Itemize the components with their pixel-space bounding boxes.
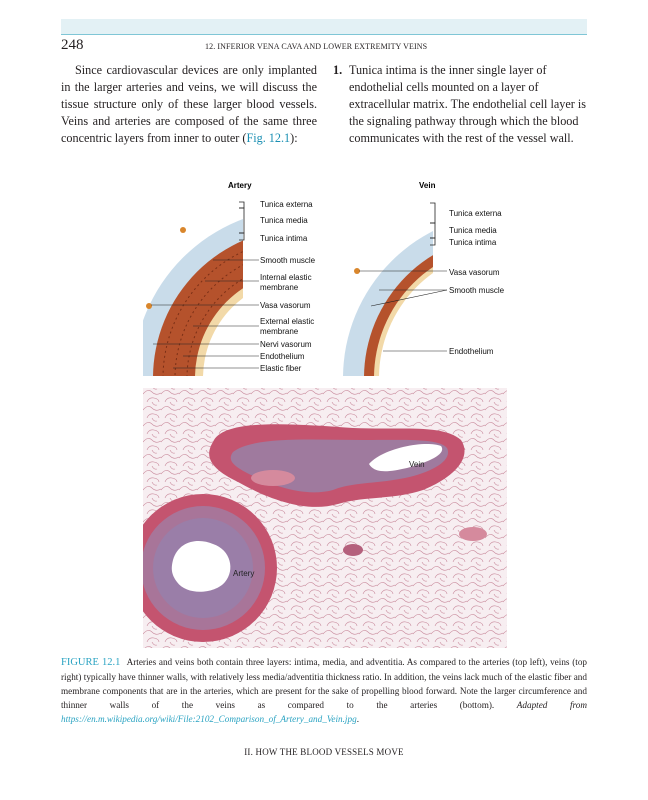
artery-label-membrane-2: membrane — [260, 327, 299, 336]
figure-12-1 — [143, 178, 507, 653]
artery-label-internal-elastic: Internal elastic — [260, 273, 312, 282]
list-item-text: Tunica intima is the inner single layer of endothelial cells mounted on a layer of extracellular matrix. The endothelial cell layer is the signaling pathway through which the blood communicates with the rest of the vessel wall. — [349, 63, 586, 145]
body-right-column — [333, 62, 587, 147]
caption-source-link[interactable]: https://en.m.wikipedia.org/wiki/File:2102_Comparison_of_Artery_and_Vein.jpg — [61, 714, 357, 724]
figure-reference-link[interactable]: Fig. 12.1 — [246, 131, 291, 145]
figure-label: FIGURE 12.1 — [61, 657, 121, 668]
vein-label-vasa-vasorum: Vasa vasorum — [449, 268, 500, 277]
vein-label-tunica-media: Tunica media — [449, 226, 497, 235]
artery-label-tunica-externa: Tunica externa — [260, 200, 313, 209]
page-footer: II. HOW THE BLOOD VESSELS MOVE — [244, 747, 404, 757]
page-number: 248 — [61, 37, 84, 53]
body-paragraph: Since cardiovascular devices are only implanted in the larger arteries and veins, we will discuss the tissue structure only of these larger blood vessels. Veins and arteries are composed of the same three concentric layers from inner to outer ( — [61, 63, 317, 145]
vein-label-endothelium: Endothelium — [449, 347, 494, 356]
header-band — [61, 19, 587, 34]
artery-label-external-elastic: External elastic — [260, 317, 315, 326]
vein-diagram-title: Vein — [419, 181, 436, 190]
caption-end: . — [356, 714, 359, 724]
list-item-number: 1. — [333, 63, 343, 77]
micrograph-image — [143, 388, 507, 648]
artery-vasa-vasorum-dot — [180, 227, 186, 233]
vein-label-tunica-intima: Tunica intima — [449, 238, 497, 247]
artery-label-vasa-vasorum: Vasa vasorum — [260, 301, 311, 310]
micrograph-label-artery: Artery — [233, 569, 255, 578]
caption-adapted-from: Adapted from — [516, 700, 587, 710]
body-left-column — [61, 62, 317, 147]
artery-diagram-title: Artery — [228, 181, 252, 190]
caption-text: Arteries and veins both contain three layers: intima, media, and adventitia. As compared to the arteries (top left), veins (top right) typically have thinner walls, with relatively less media/adventitia thickness ratio. In addition, the veins lack much of the elastic fiber and membrane components that are in the arteries, which are present for the sake of propelling blood forward. Note the larger circumference and thinner walls of the veins as compared to the arteries (bottom). — [61, 657, 588, 710]
header-rule — [61, 34, 587, 35]
artery-vasa-vasorum-dot — [146, 303, 152, 309]
vein-label-smooth-muscle: Smooth muscle — [449, 286, 505, 295]
running-head: 12. INFERIOR VENA CAVA AND LOWER EXTREMITY VEINS — [205, 42, 428, 51]
vein-label-tunica-externa: Tunica externa — [449, 209, 502, 218]
artery-label-tunica-intima: Tunica intima — [260, 234, 308, 243]
figure-caption — [61, 655, 587, 726]
artery-label-nervi-vasorum: Nervi vasorum — [260, 340, 312, 349]
artery-label-elastic-fiber: Elastic fiber — [260, 364, 302, 373]
artery-label-smooth-muscle: Smooth muscle — [260, 256, 316, 265]
body-paragraph-end: ): — [290, 131, 298, 145]
artery-label-endothelium: Endothelium — [260, 352, 305, 361]
micrograph-label-vein: Vein — [409, 460, 425, 469]
artery-label-membrane: membrane — [260, 283, 299, 292]
artery-label-tunica-media: Tunica media — [260, 216, 308, 225]
